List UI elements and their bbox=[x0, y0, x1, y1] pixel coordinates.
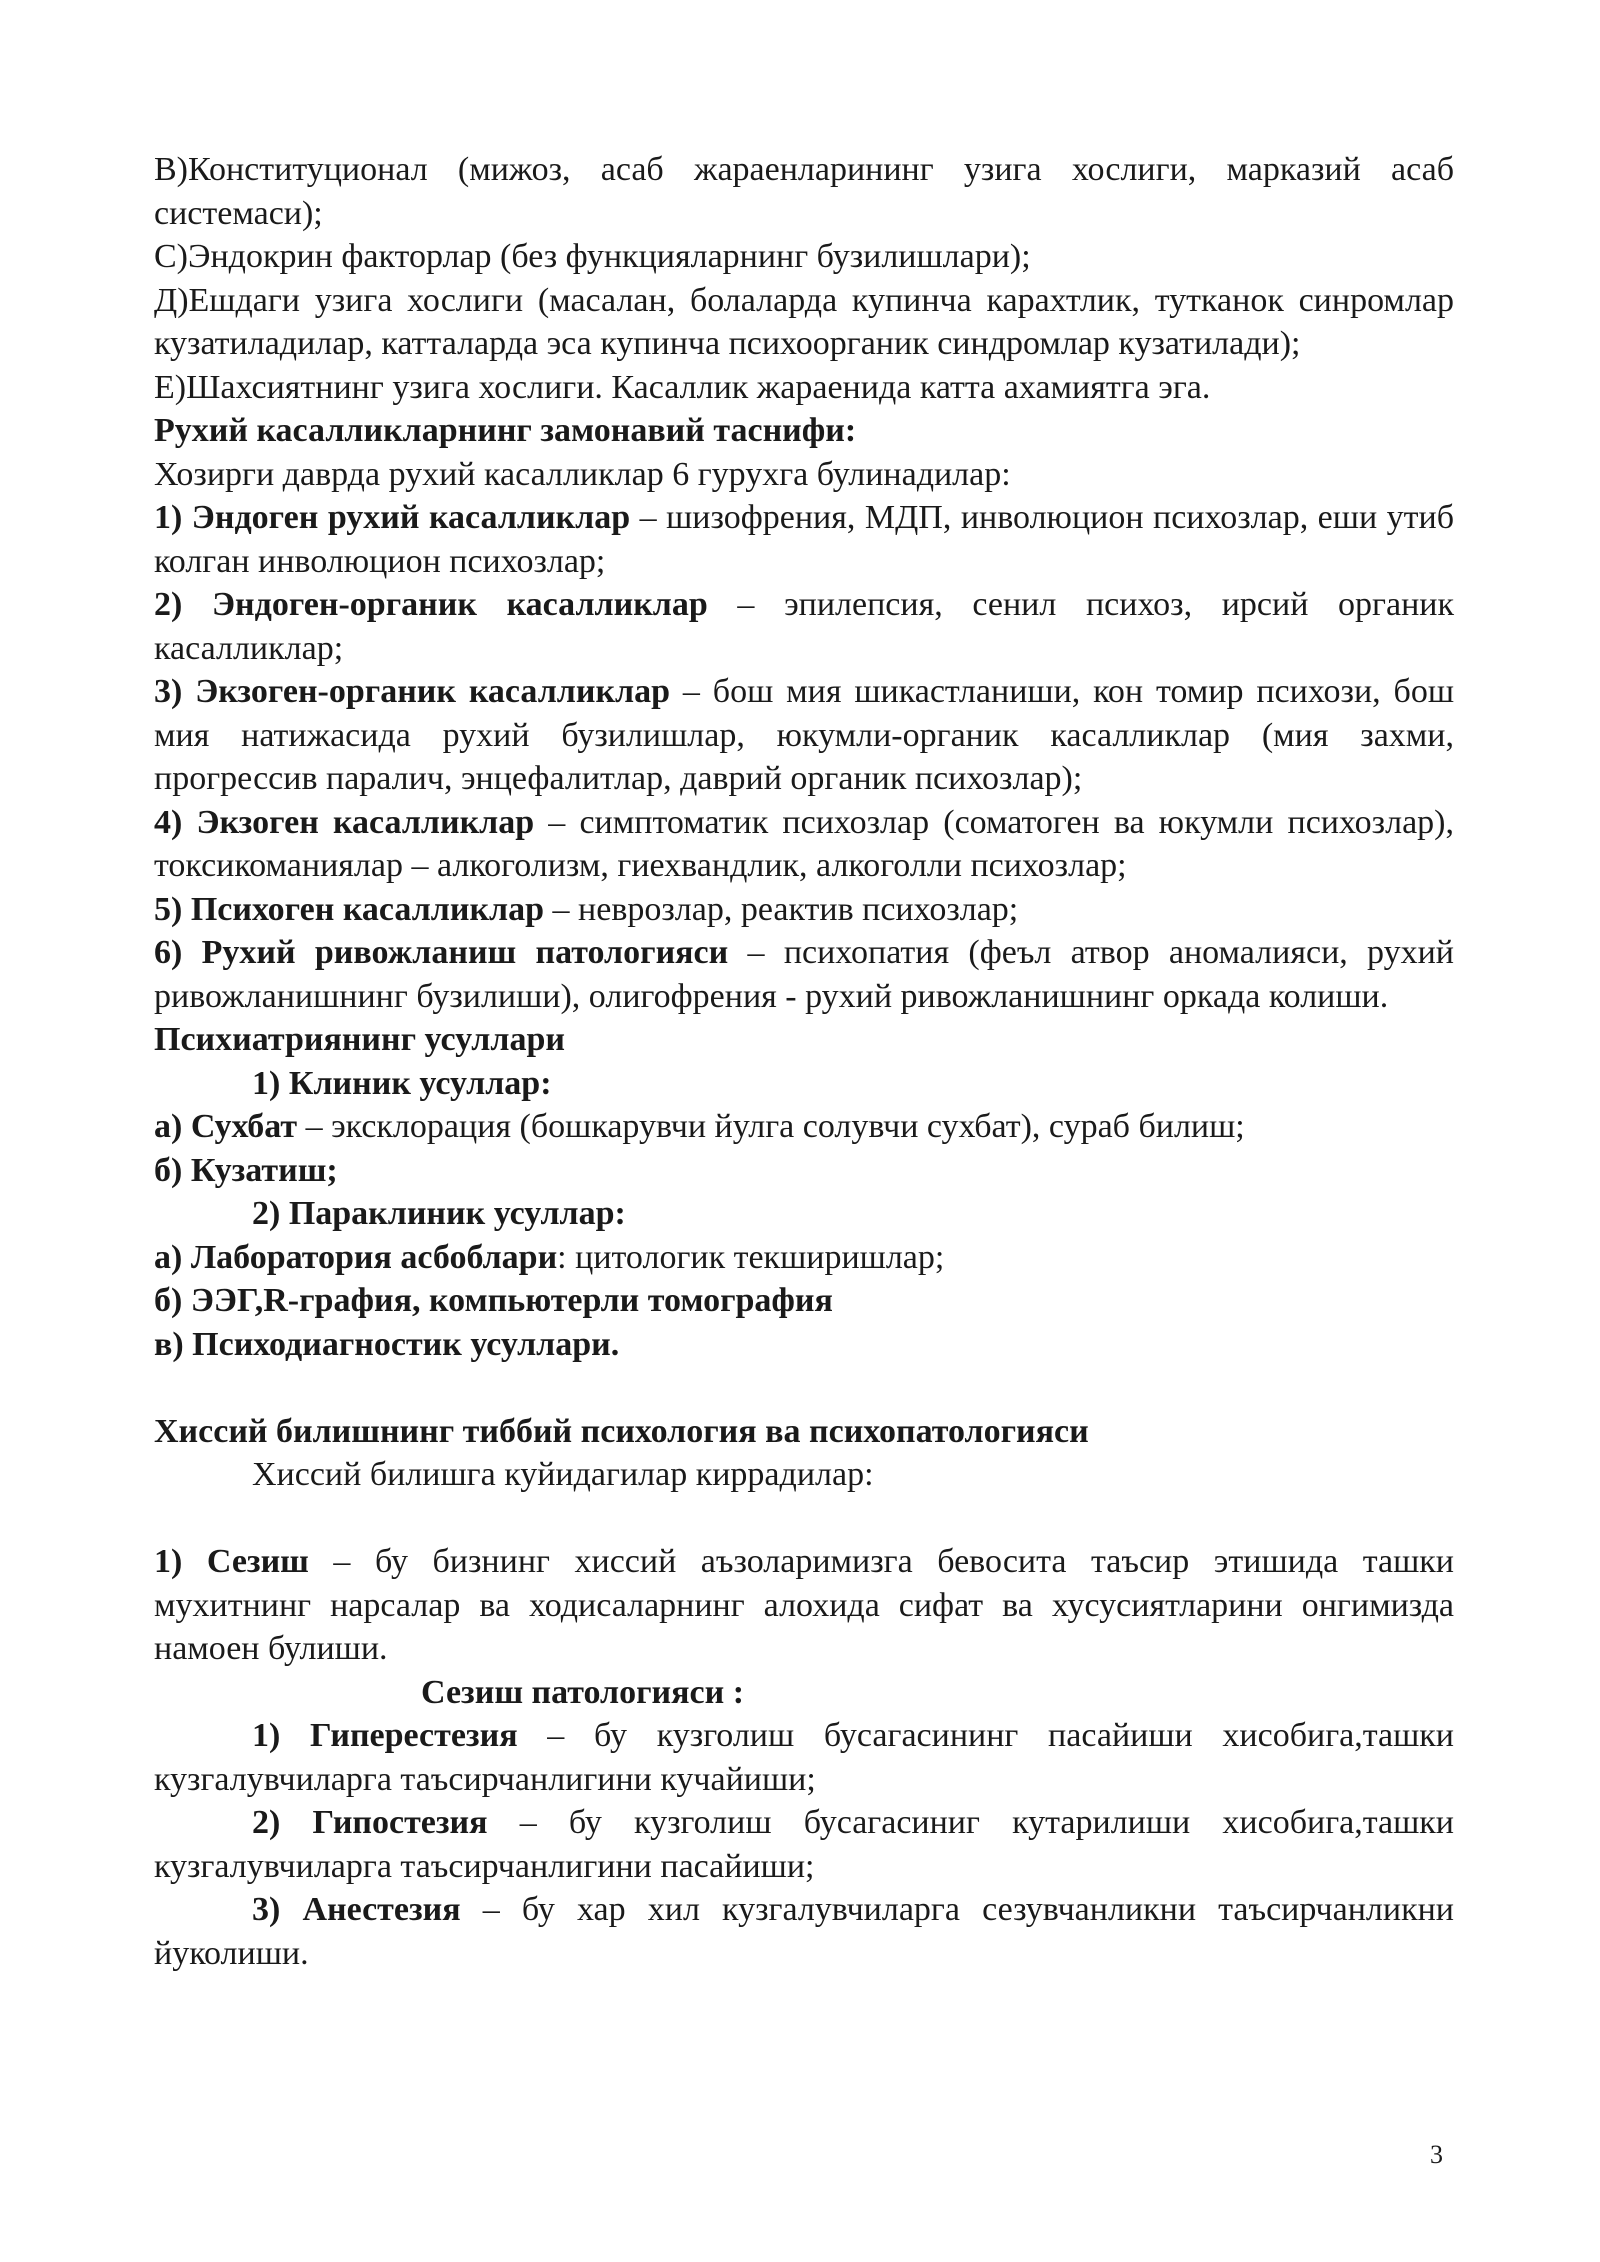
paragraph-endocrine: С)Эндокрин факторлар (без функцияларнинг бузилишлари); bbox=[154, 238, 1031, 275]
list-item-hypoesthesia: 2) Гипостезия – бу кузголиш бусагасиниг кутарилиши хисобига,ташки кузгалувчиларга таъсирчанлигини пасайиши; bbox=[154, 1804, 1454, 1885]
document-page bbox=[154, 148, 1454, 1975]
blank-line bbox=[154, 1497, 1454, 1541]
heading-sensory-cognition: Хиссий билишнинг тиббий психология ва психопатологияси bbox=[154, 1412, 1089, 1450]
list-item-eeg: б) ЭЭГ,R-графия, компьютерли томография bbox=[154, 1282, 833, 1319]
list-item-observation: б) Кузатиш; bbox=[154, 1151, 338, 1189]
list-item-development-pathology: 6) Рухий ривожланиш патологияси – психопатия (феъл атвор аномалияси, рухий ривожланишнинг бузилиши), олигофрения - рухий ривожланишнинг оркада колиши. bbox=[154, 934, 1454, 1015]
list-item-endogenous: 1) Эндоген рухий касалликлар – шизофрения, МДП, инволюцион психозлар, еши утиб колган инволюцион психозлар; bbox=[154, 499, 1454, 580]
subheading-sensation-pathology: Сезиш патологияси : bbox=[421, 1673, 745, 1711]
page-number: 3 bbox=[1430, 2140, 1443, 2169]
subheading-clinical-methods: 1) Клиник усуллар: bbox=[252, 1064, 552, 1102]
heading-psychiatry-methods: Психиатриянинг усуллари bbox=[154, 1021, 565, 1058]
list-item-psychogenic: 5) Психоген касалликлар – неврозлар, реактив психозлар; bbox=[154, 890, 1019, 928]
list-item-laboratory: а) Лаборатория асбоблари: цитологик текширишлар; bbox=[154, 1238, 945, 1276]
blank-line bbox=[154, 1366, 1454, 1410]
list-item-endogenous-organic: 2) Эндоген-органик касалликлар – эпилепсия, сенил психоз, ирсий органик касалликлар; bbox=[154, 586, 1455, 667]
list-item-anesthesia: 3) Анестезия – бу хар хил кузгалувчиларга сезувчанликни таъсирчанликни йуколиши. bbox=[154, 1891, 1454, 1972]
list-item-conversation: а) Сухбат – эксклорация (бошкарувчи йулга солувчи сухбат), сураб билиш; bbox=[154, 1108, 1245, 1145]
list-item-psychodiagnostic: в) Психодиагностик усуллари. bbox=[154, 1325, 620, 1363]
paragraph-age-features: Д)Ешдаги узига хослиги (масалан, болаларда купинча карахтлик, тутканок синромлар кузатиладилар, катталарда эса купинча психоорганик синдромлар кузатилади); bbox=[154, 281, 1454, 362]
heading-classification: Рухий касалликларнинг замонавий таснифи: bbox=[154, 412, 857, 449]
list-item-exogenous: 4) Экзоген касалликлар – симптоматик психозлар (соматоген ва юкумли психозлар), токсикоманиялар – алкоголизм, гиехвандлик, алкоголли психозлар; bbox=[154, 803, 1454, 884]
subheading-paraclinical-methods: 2) Параклиник усуллар: bbox=[252, 1195, 626, 1232]
paragraph-constitutional: В)Конституционал (мижоз, асаб жараенларининг узига хослиги, марказий асаб системаси); bbox=[154, 151, 1454, 232]
paragraph-personality: Е)Шахсиятнинг узига хослиги. Касаллик жараенида катта ахамиятга эга. bbox=[154, 368, 1211, 406]
list-item-sensation: 1) Сезиш – бу бизнинг хиссий аъзоларимизга бевосита таъсир этишида ташки мухитнинг нарсалар ва ходисаларнинг алохида сифат ва хусусиятларини онгимизда намоен булиши. bbox=[154, 1543, 1455, 1667]
list-item-exogenous-organic: 3) Экзоген-органик касалликлар – бош мия шикастланиши, кон томир психози, бош мия натижасида рухий бузилишлар, юкумли-органик касалликлар (мия захми, прогрессив паралич, энцефалитлар, даврий органик психозлар); bbox=[154, 673, 1455, 797]
paragraph-six-groups: Хозирги даврда рухий касалликлар 6 гурухга булинадилар: bbox=[154, 455, 1011, 493]
list-item-hyperesthesia: 1) Гиперестезия – бу кузголиш бусагасининг пасайиши хисобига,ташки кузгалувчиларга таъсирчанлигини кучайиши; bbox=[154, 1717, 1454, 1798]
paragraph-sensory-includes: Хиссий билишга куйидагилар киррадилар: bbox=[252, 1456, 874, 1493]
